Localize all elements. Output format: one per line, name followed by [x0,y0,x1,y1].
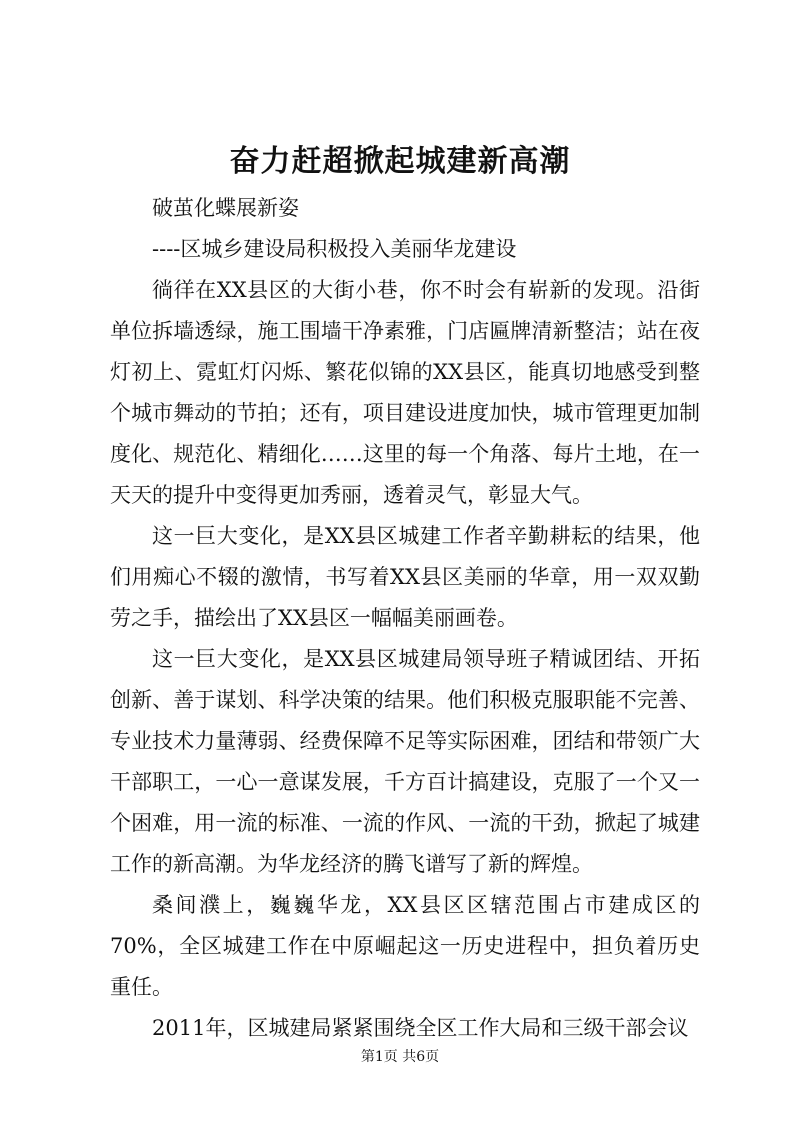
paragraph-3: 这一巨大变化，是XX县区城建局领导班子精诚团结、开拓创新、善于谋划、科学决策的结果。他们积极克服职能不完善、专业技术力量薄弱、经费保障不足等实际困难，团结和带领广大干部职工，一心一意谋发展，千方百计搞建设，克服了一个又一个困难，用一流的标准、一流的作风、一流的干劲，掀起了城建工作的新高潮。为华龙经济的腾飞谱写了新的辉煌。 [110,647,700,876]
paragraph-2: 这一巨大变化，是XX县区城建工作者辛勤耕耘的结果，他们用痴心不辍的激情，书写着XX县区美丽的华章，用一双双勤劳之手，描绘出了XX县区一幅幅美丽画卷。 [110,524,700,630]
paragraph-5: 2011年，区城建局紧紧围绕全区工作大局和三级干部会议 [152,1016,689,1040]
paragraph-4: 桑间濮上，巍巍华龙，XX县区区辖范围占市建成区的70%，全区城建工作在中原崛起这一历史进程中，担负着历史重任。 [110,893,700,999]
document-byline: ----区城乡建设局积极投入美丽华龙建设 [152,237,517,261]
page-footer: 第1页 共6页 [360,1049,440,1065]
document-title: 奋力赶超掀起城建新高潮 [229,144,571,179]
document-body [110,188,700,1049]
document-subtitle: 破茧化蝶展新姿 [152,196,299,220]
paragraph-1: 徜徉在XX县区的大街小巷，你不时会有崭新的发现。沿街单位拆墙透绿，施工围墙干净素雅，门店匾牌清新整洁；站在夜灯初上、霓虹灯闪烁、繁花似锦的XX县区，能真切地感受到整个城市舞动的节拍；还有，项目建设进度加快，城市管理更加制度化、规范化、精细化……这里的每一个角落、每片土地，在一天天的提升中变得更加秀丽，透着灵气，彰显大气。 [110,278,700,507]
